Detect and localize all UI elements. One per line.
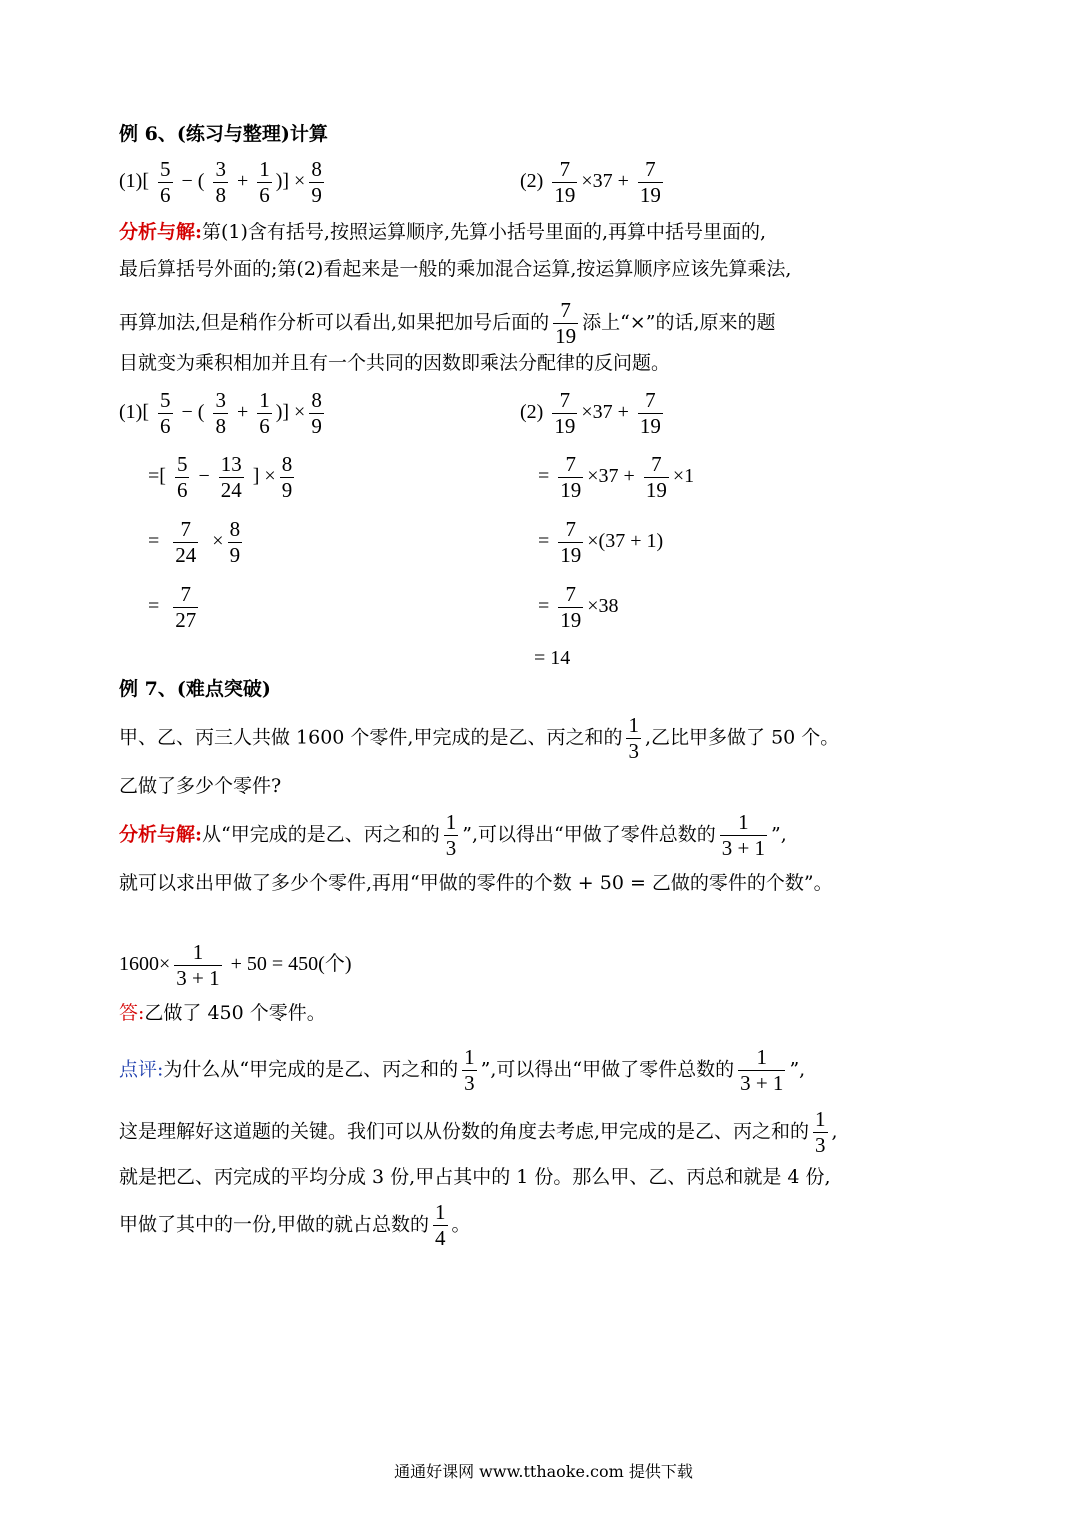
solution-2-step-2: = $\frac{7}{19}$ ×(37 + 1) bbox=[538, 517, 664, 567]
question-text: ,乙比甲多做了 50 个。 bbox=[644, 726, 840, 749]
ex7-question-line-1 bbox=[119, 713, 839, 764]
fraction: $\frac{1}{3 + 1}$ bbox=[740, 1045, 784, 1095]
solution-1-step-1: =[ $\frac{5}{6}$ − $\frac{13}{24}$ ] × $\frac{8}{9}$ bbox=[148, 452, 293, 502]
fraction: $\frac{7}{19}$ bbox=[554, 388, 576, 438]
fraction: $\frac{5}{6}$ bbox=[160, 388, 171, 438]
comment-label: 点评: bbox=[119, 1058, 164, 1081]
ex7-analysis-line-1 bbox=[119, 810, 787, 861]
fraction: $\frac{1}{4}$ bbox=[435, 1200, 446, 1250]
fraction: $\frac{7}{19}$ bbox=[560, 517, 582, 567]
comment-text: 。 bbox=[451, 1213, 471, 1236]
analysis-text: 第(1)含有括号,按照运算顺序,先算小括号里面的,再算中括号里面的, bbox=[202, 221, 767, 243]
ex7-answer bbox=[119, 1000, 326, 1026]
fraction: $\frac{7}{19}$ bbox=[560, 452, 582, 502]
fraction: $\frac{3}{8}$ bbox=[215, 388, 226, 438]
fraction: $\frac{3}{8}$ bbox=[215, 157, 226, 207]
fraction: $\frac{1}{3 + 1}$ bbox=[176, 940, 220, 990]
analysis-text: 从“甲完成的是乙、丙之和的 bbox=[202, 823, 440, 846]
fraction: $\frac{8}{9}$ bbox=[281, 452, 293, 502]
fraction: $\frac{5}{6}$ bbox=[176, 452, 188, 502]
page-footer: 通通好课网 www.tthaoke.com 提供下载 bbox=[394, 1462, 693, 1481]
fraction: $\frac{8}{9}$ bbox=[229, 517, 241, 567]
calc-text: 1600× bbox=[119, 953, 171, 976]
fraction: $\frac{7}{19}$ bbox=[555, 298, 577, 348]
solution-1-step-2: = $\frac{7}{24}$ × $\frac{8}{9}$ bbox=[148, 517, 241, 567]
fraction: $\frac{1}{6}$ bbox=[259, 157, 270, 207]
calc-text: + 50 = 450(个) bbox=[225, 953, 352, 976]
ex7-comment-line-1 bbox=[119, 1045, 805, 1096]
comment-text: ”, bbox=[789, 1058, 806, 1081]
fraction: $\frac{8}{9}$ bbox=[311, 388, 322, 438]
fraction: $\frac{7}{19}$ bbox=[639, 388, 661, 438]
fraction: $\frac{7}{24}$ bbox=[175, 517, 197, 567]
label-2: (2) bbox=[520, 401, 544, 424]
comment-text: 这是理解好这道题的关键。我们可以从份数的角度去考虑,甲完成的是乙、丙之和的 bbox=[119, 1120, 810, 1143]
fraction: $\frac{1}{3}$ bbox=[628, 713, 639, 763]
comment-text: 为什么从“甲完成的是乙、丙之和的 bbox=[163, 1058, 459, 1081]
ex6-analysis-line-1 bbox=[119, 219, 766, 245]
ex6-problem-1: (1)[ $\frac{5}{6}$ − ( $\frac{3}{8}$ + $\frac{1}{6}$ )] × $\frac{8}{9}$ bbox=[119, 157, 322, 207]
solution-2-step-0: (2) $\frac{7}{19}$ ×37 + $\frac{7}{19}$ bbox=[520, 388, 661, 438]
label-1: (1) bbox=[119, 401, 143, 424]
fraction: $\frac{7}{19}$ bbox=[645, 452, 667, 502]
ex6-problem-2: (2) $\frac{7}{19}$ ×37 + $\frac{7}{19}$ bbox=[520, 157, 661, 207]
ex6-analysis-line-3 bbox=[119, 298, 775, 349]
solution-2-step-3: = $\frac{7}{19}$ ×38 bbox=[538, 582, 619, 632]
analysis-label: 分析与解: bbox=[119, 221, 203, 243]
fraction: $\frac{1}{3}$ bbox=[815, 1107, 826, 1157]
example-7-title: 例 7、(难点突破) bbox=[119, 678, 271, 700]
solution-2-step-1: = $\frac{7}{19}$ ×37 + $\frac{7}{19}$ ×1 bbox=[538, 452, 695, 502]
fraction: $\frac{1}{3}$ bbox=[445, 810, 457, 860]
comment-text: ”,可以得出“甲做了零件总数的 bbox=[480, 1058, 735, 1081]
solution-1-step-3: = $\frac{7}{27}$ bbox=[148, 582, 197, 632]
analysis-label: 分析与解: bbox=[119, 823, 203, 846]
ex6-analysis-line-4: 目就变为乘积相加并且有一个共同的因数即乘法分配律的反问题。 bbox=[119, 352, 671, 374]
solution-1-step-0: (1)[ $\frac{5}{6}$ − ( $\frac{3}{8}$ + $\frac{1}{6}$ )] × $\frac{8}{9}$ bbox=[119, 388, 322, 438]
fraction: $\frac{7}{19}$ bbox=[560, 582, 582, 632]
ex7-comment-line-4 bbox=[119, 1200, 471, 1251]
comment-text: , bbox=[831, 1120, 838, 1143]
question-text: 甲、乙、丙三人共做 1600 个零件,甲完成的是乙、丙之和的 bbox=[119, 726, 623, 749]
analysis-text: 再算加法,但是稍作分析可以看出,如果把加号后面的 bbox=[119, 311, 550, 334]
fraction: $\frac{1}{6}$ bbox=[259, 388, 270, 438]
analysis-text: 添上“×”的话,原来的题 bbox=[582, 311, 776, 334]
label-1: (1) bbox=[119, 170, 143, 193]
solution-2-result: = 14 bbox=[534, 647, 571, 669]
ex7-question-line-2: 乙做了多少个零件? bbox=[119, 775, 282, 797]
fraction: $\frac{7}{19}$ bbox=[554, 157, 576, 207]
fraction: $\frac{1}{3 + 1}$ bbox=[721, 810, 766, 860]
ex7-analysis-line-2: 就可以求出甲做了多少个零件,再用“甲做的零件的个数 + 50 = 乙做的零件的个数”。 bbox=[119, 872, 833, 894]
ex7-comment-line-3: 就是把乙、丙完成的平均分成 3 份,甲占其中的 1 份。那么甲、乙、丙总和就是 4 份, bbox=[119, 1166, 831, 1188]
example-6-title: 例 6、(练习与整理)计算 bbox=[119, 123, 328, 145]
fraction: $\frac{13}{24}$ bbox=[220, 452, 242, 502]
answer-label: 答: bbox=[119, 1002, 145, 1024]
ex7-comment-line-2 bbox=[119, 1107, 838, 1158]
comment-text: 甲做了其中的一份,甲做的就占总数的 bbox=[119, 1213, 430, 1236]
fraction: $\frac{1}{3}$ bbox=[464, 1045, 475, 1095]
fraction: $\frac{7}{27}$ bbox=[175, 582, 197, 632]
fraction: $\frac{5}{6}$ bbox=[160, 157, 171, 207]
answer-text: 乙做了 450 个零件。 bbox=[144, 1002, 326, 1024]
ex6-analysis-line-2: 最后算括号外面的;第(2)看起来是一般的乘加混合运算,按运算顺序应该先算乘法, bbox=[119, 258, 792, 280]
ex7-calculation bbox=[119, 940, 352, 991]
label-2: (2) bbox=[520, 170, 544, 193]
analysis-text: ”, bbox=[771, 823, 787, 846]
fraction: $\frac{8}{9}$ bbox=[311, 157, 322, 207]
fraction: $\frac{7}{19}$ bbox=[639, 157, 661, 207]
analysis-text: ”,可以得出“甲做了零件总数的 bbox=[462, 823, 716, 846]
